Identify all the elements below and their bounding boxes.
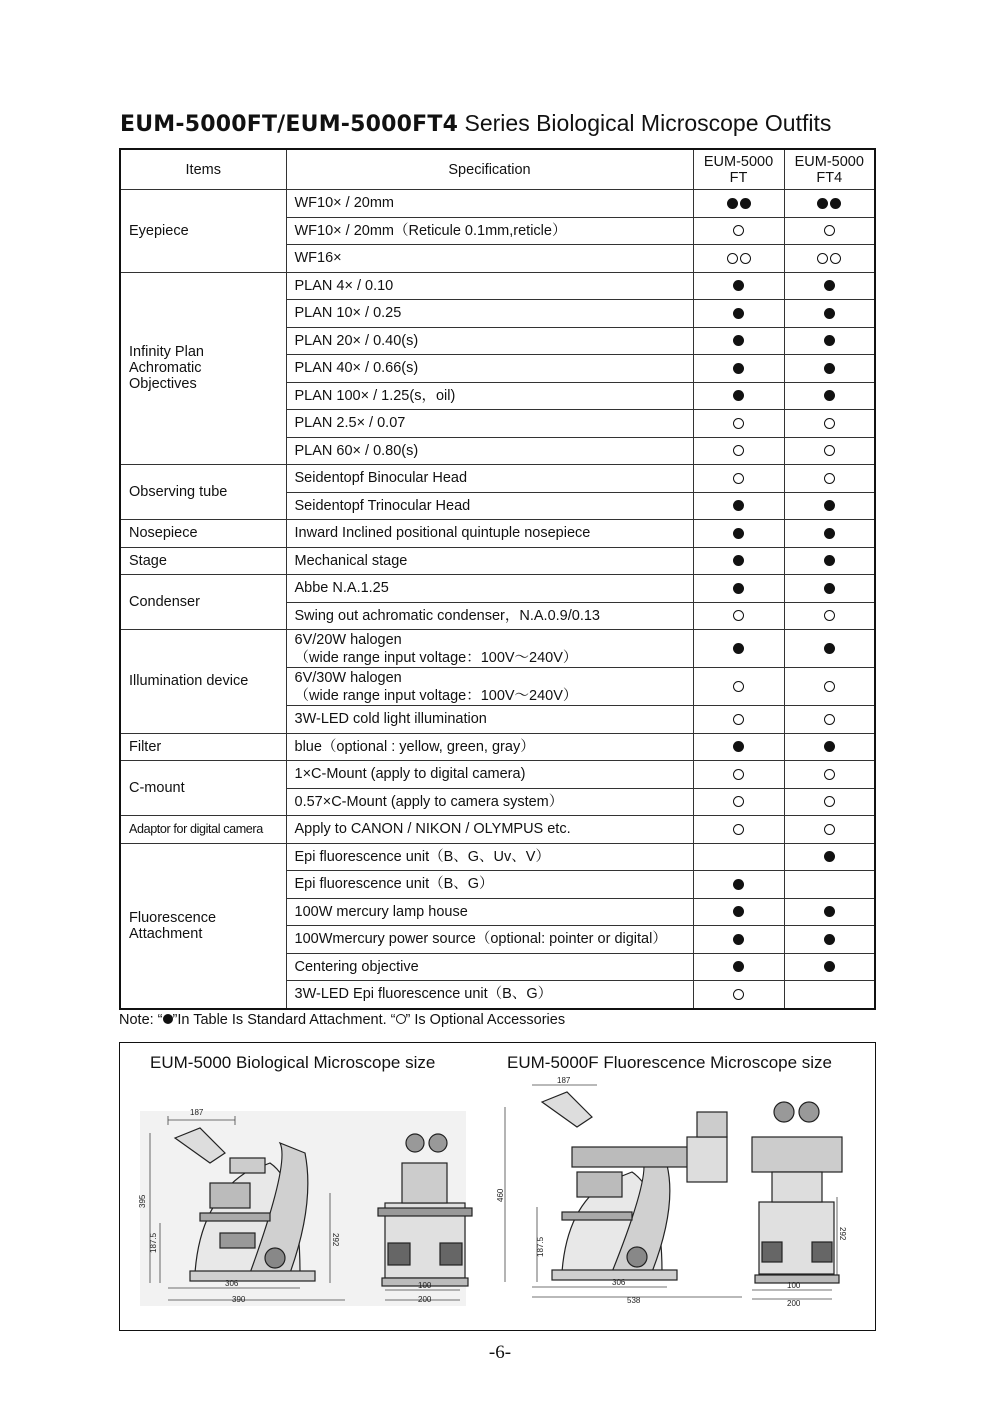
- optional-circle-icon: [824, 714, 835, 725]
- standard-dot-icon: [824, 934, 835, 945]
- header-ft-label: EUM-5000 FT: [703, 153, 774, 186]
- note-mid: ”In Table Is Standard Attachment. “: [172, 1012, 396, 1028]
- eum5000ft4-cell: [784, 843, 875, 871]
- table-row: [120, 575, 875, 603]
- optional-circle-icon: [733, 796, 744, 807]
- item-cell: Stage: [120, 547, 286, 575]
- optional-circle-icon: [740, 253, 751, 264]
- item-cell: C-mount: [120, 761, 286, 816]
- dim-292: 292: [838, 1227, 847, 1241]
- standard-dot-icon: [824, 851, 835, 862]
- standard-dot-icon: [824, 528, 835, 539]
- dim-187-5: 187.5: [536, 1236, 545, 1257]
- dim-100: 100: [787, 1281, 801, 1290]
- eum5000ft-cell: [693, 327, 784, 355]
- spec-cell: 6V/30W halogen （wide range input voltage：100V～240V）: [286, 668, 693, 706]
- eum5000ft-cell: [693, 761, 784, 789]
- spec-cell: 3W-LED cold light illumination: [286, 706, 693, 734]
- header-specification: Specification: [286, 149, 693, 190]
- eum5000ft4-cell: [784, 355, 875, 383]
- eum5000ft-cell: [693, 788, 784, 816]
- standard-dot-icon: [824, 500, 835, 511]
- item-cell: Filter: [120, 733, 286, 761]
- standard-dot-icon: [733, 741, 744, 752]
- biological-microscope-drawing: [140, 1083, 470, 1308]
- spec-cell: 1×C-Mount (apply to digital camera): [286, 761, 693, 789]
- dim-395: 395: [138, 1194, 147, 1208]
- item-cell: Observing tube: [120, 465, 286, 520]
- eum5000ft4-cell: [784, 217, 875, 245]
- spec-cell: Epi fluorescence unit（B、G、Uv、V）: [286, 843, 693, 871]
- eum5000ft-cell: [693, 843, 784, 871]
- standard-dot-icon: [733, 879, 744, 890]
- eum5000ft4-cell: [784, 547, 875, 575]
- spec-cell: WF16×: [286, 245, 693, 273]
- table-body: [120, 190, 875, 1009]
- spec-cell: PLAN 100× / 1.25(s，oil): [286, 382, 693, 410]
- eum5000ft-cell: [693, 300, 784, 328]
- standard-dot-icon: [733, 643, 744, 654]
- optional-circle-icon: [727, 253, 738, 264]
- eum5000ft4-cell: [784, 926, 875, 954]
- standard-dot-icon: [824, 741, 835, 752]
- item-cell: Infinity Plan Achromatic Objectives: [120, 272, 286, 465]
- optional-circle-icon: [824, 445, 835, 456]
- eum5000ft4-cell: [784, 272, 875, 300]
- eum5000ft4-cell: [784, 520, 875, 548]
- eum5000ft4-cell: [784, 190, 875, 218]
- spec-cell: 100W mercury lamp house: [286, 898, 693, 926]
- item-cell: Condenser: [120, 575, 286, 630]
- optional-circle-icon: [824, 418, 835, 429]
- spec-cell: PLAN 40× / 0.66(s): [286, 355, 693, 383]
- note-prefix: Note: “: [119, 1012, 163, 1028]
- header-ft4-label: EUM-5000 FT4: [794, 153, 864, 186]
- standard-dot-icon: [824, 363, 835, 374]
- outfit-table: [119, 148, 876, 1010]
- standard-dot-icon: [824, 643, 835, 654]
- eum5000ft4-cell: [784, 871, 875, 899]
- eum5000ft-cell: [693, 630, 784, 668]
- spec-cell: PLAN 20× / 0.40(s): [286, 327, 693, 355]
- dim-187: 187: [190, 1108, 204, 1117]
- dim-187: 187: [557, 1076, 571, 1085]
- standard-dot-icon: [733, 390, 744, 401]
- eum5000ft-cell: [693, 217, 784, 245]
- table-row: [120, 733, 875, 761]
- eum5000ft-cell: [693, 706, 784, 734]
- optional-circle-icon: [396, 1014, 406, 1024]
- standard-dot-icon: [824, 906, 835, 917]
- eum5000ft-cell: [693, 668, 784, 706]
- spec-cell: Apply to CANON / NIKON / OLYMPUS etc.: [286, 816, 693, 844]
- standard-dot-icon: [733, 363, 744, 374]
- standard-dot-icon: [733, 555, 744, 566]
- dim-390: 390: [232, 1295, 246, 1304]
- standard-dot-icon: [824, 280, 835, 291]
- optional-circle-icon: [733, 418, 744, 429]
- optional-circle-icon: [733, 445, 744, 456]
- dim-306: 306: [225, 1279, 239, 1288]
- eum5000ft-cell: [693, 492, 784, 520]
- spec-cell: Inward Inclined positional quintuple nosepiece: [286, 520, 693, 548]
- optional-circle-icon: [733, 824, 744, 835]
- eum5000ft-cell: [693, 272, 784, 300]
- eum5000ft4-cell: [784, 981, 875, 1009]
- spec-cell: 0.57×C-Mount (apply to camera system）: [286, 788, 693, 816]
- table-row: [120, 843, 875, 871]
- table-row: [120, 190, 875, 218]
- table-row: [120, 520, 875, 548]
- fluorescence-size-caption: EUM-5000F Fluorescence Microscope size: [507, 1053, 833, 1072]
- eum5000ft4-cell: [784, 816, 875, 844]
- table-row: [120, 272, 875, 300]
- item-cell: Eyepiece: [120, 190, 286, 273]
- eum5000ft-cell: [693, 382, 784, 410]
- standard-dot-icon: [824, 390, 835, 401]
- eum5000ft-cell: [693, 816, 784, 844]
- standard-dot-icon: [824, 308, 835, 319]
- header-items: Items: [120, 149, 286, 190]
- spec-cell: 100Wmercury power source（optional: pointer or digital）: [286, 926, 693, 954]
- title-model: EUM-5000FT/EUM-5000FT4: [120, 112, 459, 137]
- eum5000ft4-cell: [784, 602, 875, 630]
- standard-dot-icon: [733, 308, 744, 319]
- spec-cell: WF10× / 20mm: [286, 190, 693, 218]
- header-eum5000ft4: [784, 149, 875, 190]
- spec-cell: blue（optional : yellow, green, gray）: [286, 733, 693, 761]
- table-note: [119, 1012, 565, 1028]
- table-row: [120, 547, 875, 575]
- eum5000ft-cell: [693, 871, 784, 899]
- spec-cell: 3W-LED Epi fluorescence unit（B、G）: [286, 981, 693, 1009]
- dim-200: 200: [787, 1299, 801, 1308]
- table-row: [120, 761, 875, 789]
- optional-circle-icon: [733, 473, 744, 484]
- optional-circle-icon: [733, 681, 744, 692]
- standard-dot-icon: [824, 583, 835, 594]
- eum5000ft-cell: [693, 733, 784, 761]
- eum5000ft4-cell: [784, 300, 875, 328]
- table-row: [120, 816, 875, 844]
- eum5000ft4-cell: [784, 761, 875, 789]
- eum5000ft4-cell: [784, 898, 875, 926]
- spec-cell: 6V/20W halogen （wide range input voltage：100V～240V）: [286, 630, 693, 668]
- eum5000ft-cell: [693, 602, 784, 630]
- eum5000ft-cell: [693, 575, 784, 603]
- spec-cell: Seidentopf Binocular Head: [286, 465, 693, 493]
- optional-circle-icon: [824, 796, 835, 807]
- item-cell: Illumination device: [120, 630, 286, 734]
- spec-cell: Mechanical stage: [286, 547, 693, 575]
- page-title: [120, 110, 831, 137]
- optional-circle-icon: [824, 225, 835, 236]
- standard-dot-icon: [733, 500, 744, 511]
- dim-100: 100: [418, 1281, 432, 1290]
- eum5000ft-cell: [693, 520, 784, 548]
- item-cell: Fluorescence Attachment: [120, 843, 286, 1009]
- eum5000ft-cell: [693, 410, 784, 438]
- spec-cell: PLAN 60× / 0.80(s): [286, 437, 693, 465]
- dim-200: 200: [418, 1295, 432, 1304]
- standard-dot-icon: [740, 198, 751, 209]
- dim-306: 306: [612, 1278, 626, 1287]
- eum5000ft-cell: [693, 245, 784, 273]
- table-row: [120, 465, 875, 493]
- dim-187-5: 187.5: [149, 1232, 158, 1253]
- spec-cell: Abbe N.A.1.25: [286, 575, 693, 603]
- eum5000ft4-cell: [784, 788, 875, 816]
- note-suffix: ” Is Optional Accessories: [405, 1012, 566, 1028]
- standard-dot-icon: [817, 198, 828, 209]
- standard-dot-icon: [733, 934, 744, 945]
- item-cell: Adaptor for digital camera: [120, 816, 286, 844]
- fluorescence-microscope-drawing: [497, 1077, 847, 1307]
- standard-dot-icon: [824, 335, 835, 346]
- page-number: -6-: [488, 1342, 512, 1363]
- eum5000ft4-cell: [784, 953, 875, 981]
- standard-dot-icon: [727, 198, 738, 209]
- eum5000ft4-cell: [784, 245, 875, 273]
- biological-size-caption: EUM-5000 Biological Microscope size: [150, 1053, 436, 1072]
- eum5000ft4-cell: [784, 410, 875, 438]
- eum5000ft4-cell: [784, 668, 875, 706]
- standard-dot-icon: [733, 583, 744, 594]
- optional-circle-icon: [733, 769, 744, 780]
- header-eum5000ft: [693, 149, 784, 190]
- eum5000ft-cell: [693, 190, 784, 218]
- eum5000ft-cell: [693, 953, 784, 981]
- eum5000ft-cell: [693, 437, 784, 465]
- optional-circle-icon: [824, 681, 835, 692]
- eum5000ft4-cell: [784, 630, 875, 668]
- standard-dot-icon: [733, 961, 744, 972]
- standard-dot-icon: [824, 961, 835, 972]
- optional-circle-icon: [817, 253, 828, 264]
- eum5000ft4-cell: [784, 706, 875, 734]
- eum5000ft-cell: [693, 981, 784, 1009]
- spec-cell: PLAN 2.5× / 0.07: [286, 410, 693, 438]
- optional-circle-icon: [824, 769, 835, 780]
- spec-cell: Swing out achromatic condenser，N.A.0.9/0.13: [286, 602, 693, 630]
- optional-circle-icon: [824, 473, 835, 484]
- eum5000ft4-cell: [784, 733, 875, 761]
- optional-circle-icon: [824, 610, 835, 621]
- eum5000ft-cell: [693, 355, 784, 383]
- spec-cell: PLAN 4× / 0.10: [286, 272, 693, 300]
- optional-circle-icon: [733, 989, 744, 1000]
- dim-460: 460: [496, 1188, 505, 1202]
- spec-cell: WF10× / 20mm（Reticule 0.1mm,reticle）: [286, 217, 693, 245]
- eum5000ft-cell: [693, 898, 784, 926]
- eum5000ft4-cell: [784, 575, 875, 603]
- spec-cell: Epi fluorescence unit（B、G）: [286, 871, 693, 899]
- eum5000ft4-cell: [784, 437, 875, 465]
- standard-dot-icon: [733, 335, 744, 346]
- optional-circle-icon: [830, 253, 841, 264]
- optional-circle-icon: [733, 610, 744, 621]
- optional-circle-icon: [733, 225, 744, 236]
- dim-292: 292: [331, 1233, 340, 1247]
- eum5000ft4-cell: [784, 465, 875, 493]
- dim-538: 538: [627, 1296, 641, 1305]
- table-row: [120, 630, 875, 668]
- standard-dot-icon: [733, 280, 744, 291]
- eum5000ft4-cell: [784, 327, 875, 355]
- standard-dot-icon: [824, 555, 835, 566]
- optional-circle-icon: [824, 824, 835, 835]
- standard-dot-icon: [163, 1014, 173, 1024]
- spec-cell: PLAN 10× / 0.25: [286, 300, 693, 328]
- eum5000ft4-cell: [784, 492, 875, 520]
- standard-dot-icon: [733, 906, 744, 917]
- standard-dot-icon: [830, 198, 841, 209]
- eum5000ft-cell: [693, 926, 784, 954]
- table-header-row: [120, 149, 875, 190]
- standard-dot-icon: [733, 528, 744, 539]
- spec-cell: Centering objective: [286, 953, 693, 981]
- eum5000ft-cell: [693, 547, 784, 575]
- eum5000ft-cell: [693, 465, 784, 493]
- spec-cell: Seidentopf Trinocular Head: [286, 492, 693, 520]
- optional-circle-icon: [733, 714, 744, 725]
- item-cell: Nosepiece: [120, 520, 286, 548]
- title-text: Series Biological Microscope Outfits: [458, 110, 832, 136]
- eum5000ft4-cell: [784, 382, 875, 410]
